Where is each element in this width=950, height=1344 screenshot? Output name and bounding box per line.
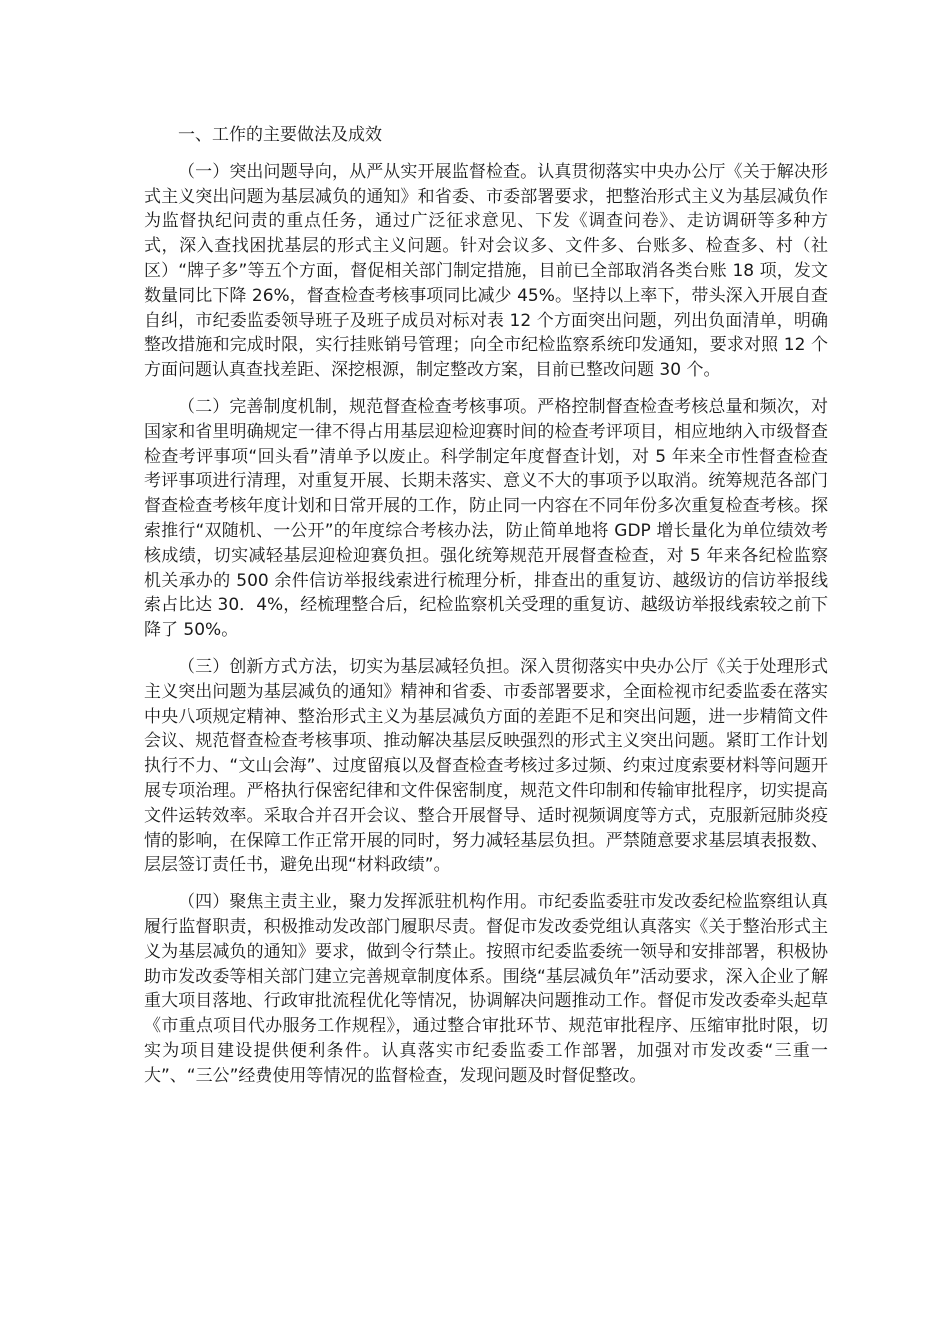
document-body (144, 123, 828, 1100)
paragraph-1: （一）突出问题导向，从严从实开展监督检查。认真贯彻落实中央办公厅《关于解决形式主义突出问题为基层减负的通知》和省委、市委部署要求，把整治形式主义为基层减负作为监督执纪问责的重点任务，通过广泛征求意见、下发《调查问卷》、走访调研等多种方式，深入查找困扰基层的形式主义问题。针对会议多、文件多、台账多、检查多、村（社区）“牌子多”等五个方面，督促相关部门制定措施，目前已全部取消各类台账 18 项，发文数量同比下降 26%，督查检查考核事项同比减少 45%。坚持以上率下，带头深入开展自查自纠，市纪委监委领导班子及班子成员对标对表 12 个方面突出问题，列出负面清单，明确整改措施和完成时限，实行挂账销号管理；向全市纪检监察系统印发通知，要求对照 12 个方面问题认真查找差距、深挖根源，制定整改方案，目前已整改问题 30 个。 (144, 161, 828, 381)
section-heading: 一、工作的主要做法及成效 (178, 125, 382, 145)
paragraph-4: （四）聚焦主责主业，聚力发挥派驻机构作用。市纪委监委驻市发改委纪检监察组认真履行监督职责，积极推动发改部门履职尽责。督促市发改委党组认真落实《关于整治形式主义为基层减负的通知》要求，做到令行禁止。按照市纪委监委统一领导和安排部署，积极协助市发改委等相关部门建立完善规章制度体系。围绕“基层减负年”活动要求，深入企业了解重大项目落地、行政审批流程优化等情况，协调解决问题推动工作。督促市发改委牵头起草《市重点项目代办服务工作规程》，通过整合审批环节、规范审批程序、压缩审批时限，切实为项目建设提供便利条件。认真落实市纪委监委工作部署，加强对市发改委“三重一大”、“三公”经费使用等情况的监督检查，发现问题及时督促整改。 (144, 892, 828, 1086)
paragraph-3: （三）创新方式方法，切实为基层减轻负担。深入贯彻落实中央办公厅《关于处理形式主义突出问题为基层减负的通知》精神和省委、市委部署要求，全面检视市纪委监委在落实中央八项规定精神、整治形式主义为基层减负方面的差距不足和突出问题，进一步精简文件会议、规范督查检查考核事项、推动解决基层反映强烈的形式主义突出问题。紧盯工作计划执行不力、“文山会海”、过度留痕以及督查检查考核过多过频、约束过度索要材料等问题开展专项治理。严格执行保密纪律和文件保密制度，规范文件印制和传输审批程序，切实提高文件运转效率。采取合并召开会议、整合开展督导、适时视频调度等方式，克服新冠肺炎疫情的影响，在保障工作正常开展的同时，努力减轻基层负担。严禁随意要求基层填表报数、层层签订责任书，避免出现“材料政绩”。 (144, 656, 828, 876)
paragraph-2: （二）完善制度机制，规范督查检查考核事项。严格控制督查检查考核总量和频次，对国家和省里明确规定一律不得占用基层迎检迎赛时间的检查考评项目，相应地纳入市级督查检查考评事项“回头看”清单予以废止。科学制定年度督查计划，对 5 年来全市性督查检查考评事项进行清理，对重复开展、长期未落实、意义不大的事项予以取消。统筹规范各部门督查检查考核年度计划和日常开展的工作，防止同一内容在不同年份多次重复检查考核。探索推行“双随机、一公开”的年度综合考核办法，防止简单地将 GDP 增长量化为单位绩效考核成绩，切实减轻基层迎检迎赛负担。强化统筹规范开展督查检查，对 5 年来各纪检监察机关承办的 500 余件信访举报线索进行梳理分析，排查出的重复访、越级访的信访举报线索占比达 30．4%，经梳理整合后，纪检监察机关受理的重复访、越级访举报线索较之前下降了 50%。 (144, 396, 828, 641)
